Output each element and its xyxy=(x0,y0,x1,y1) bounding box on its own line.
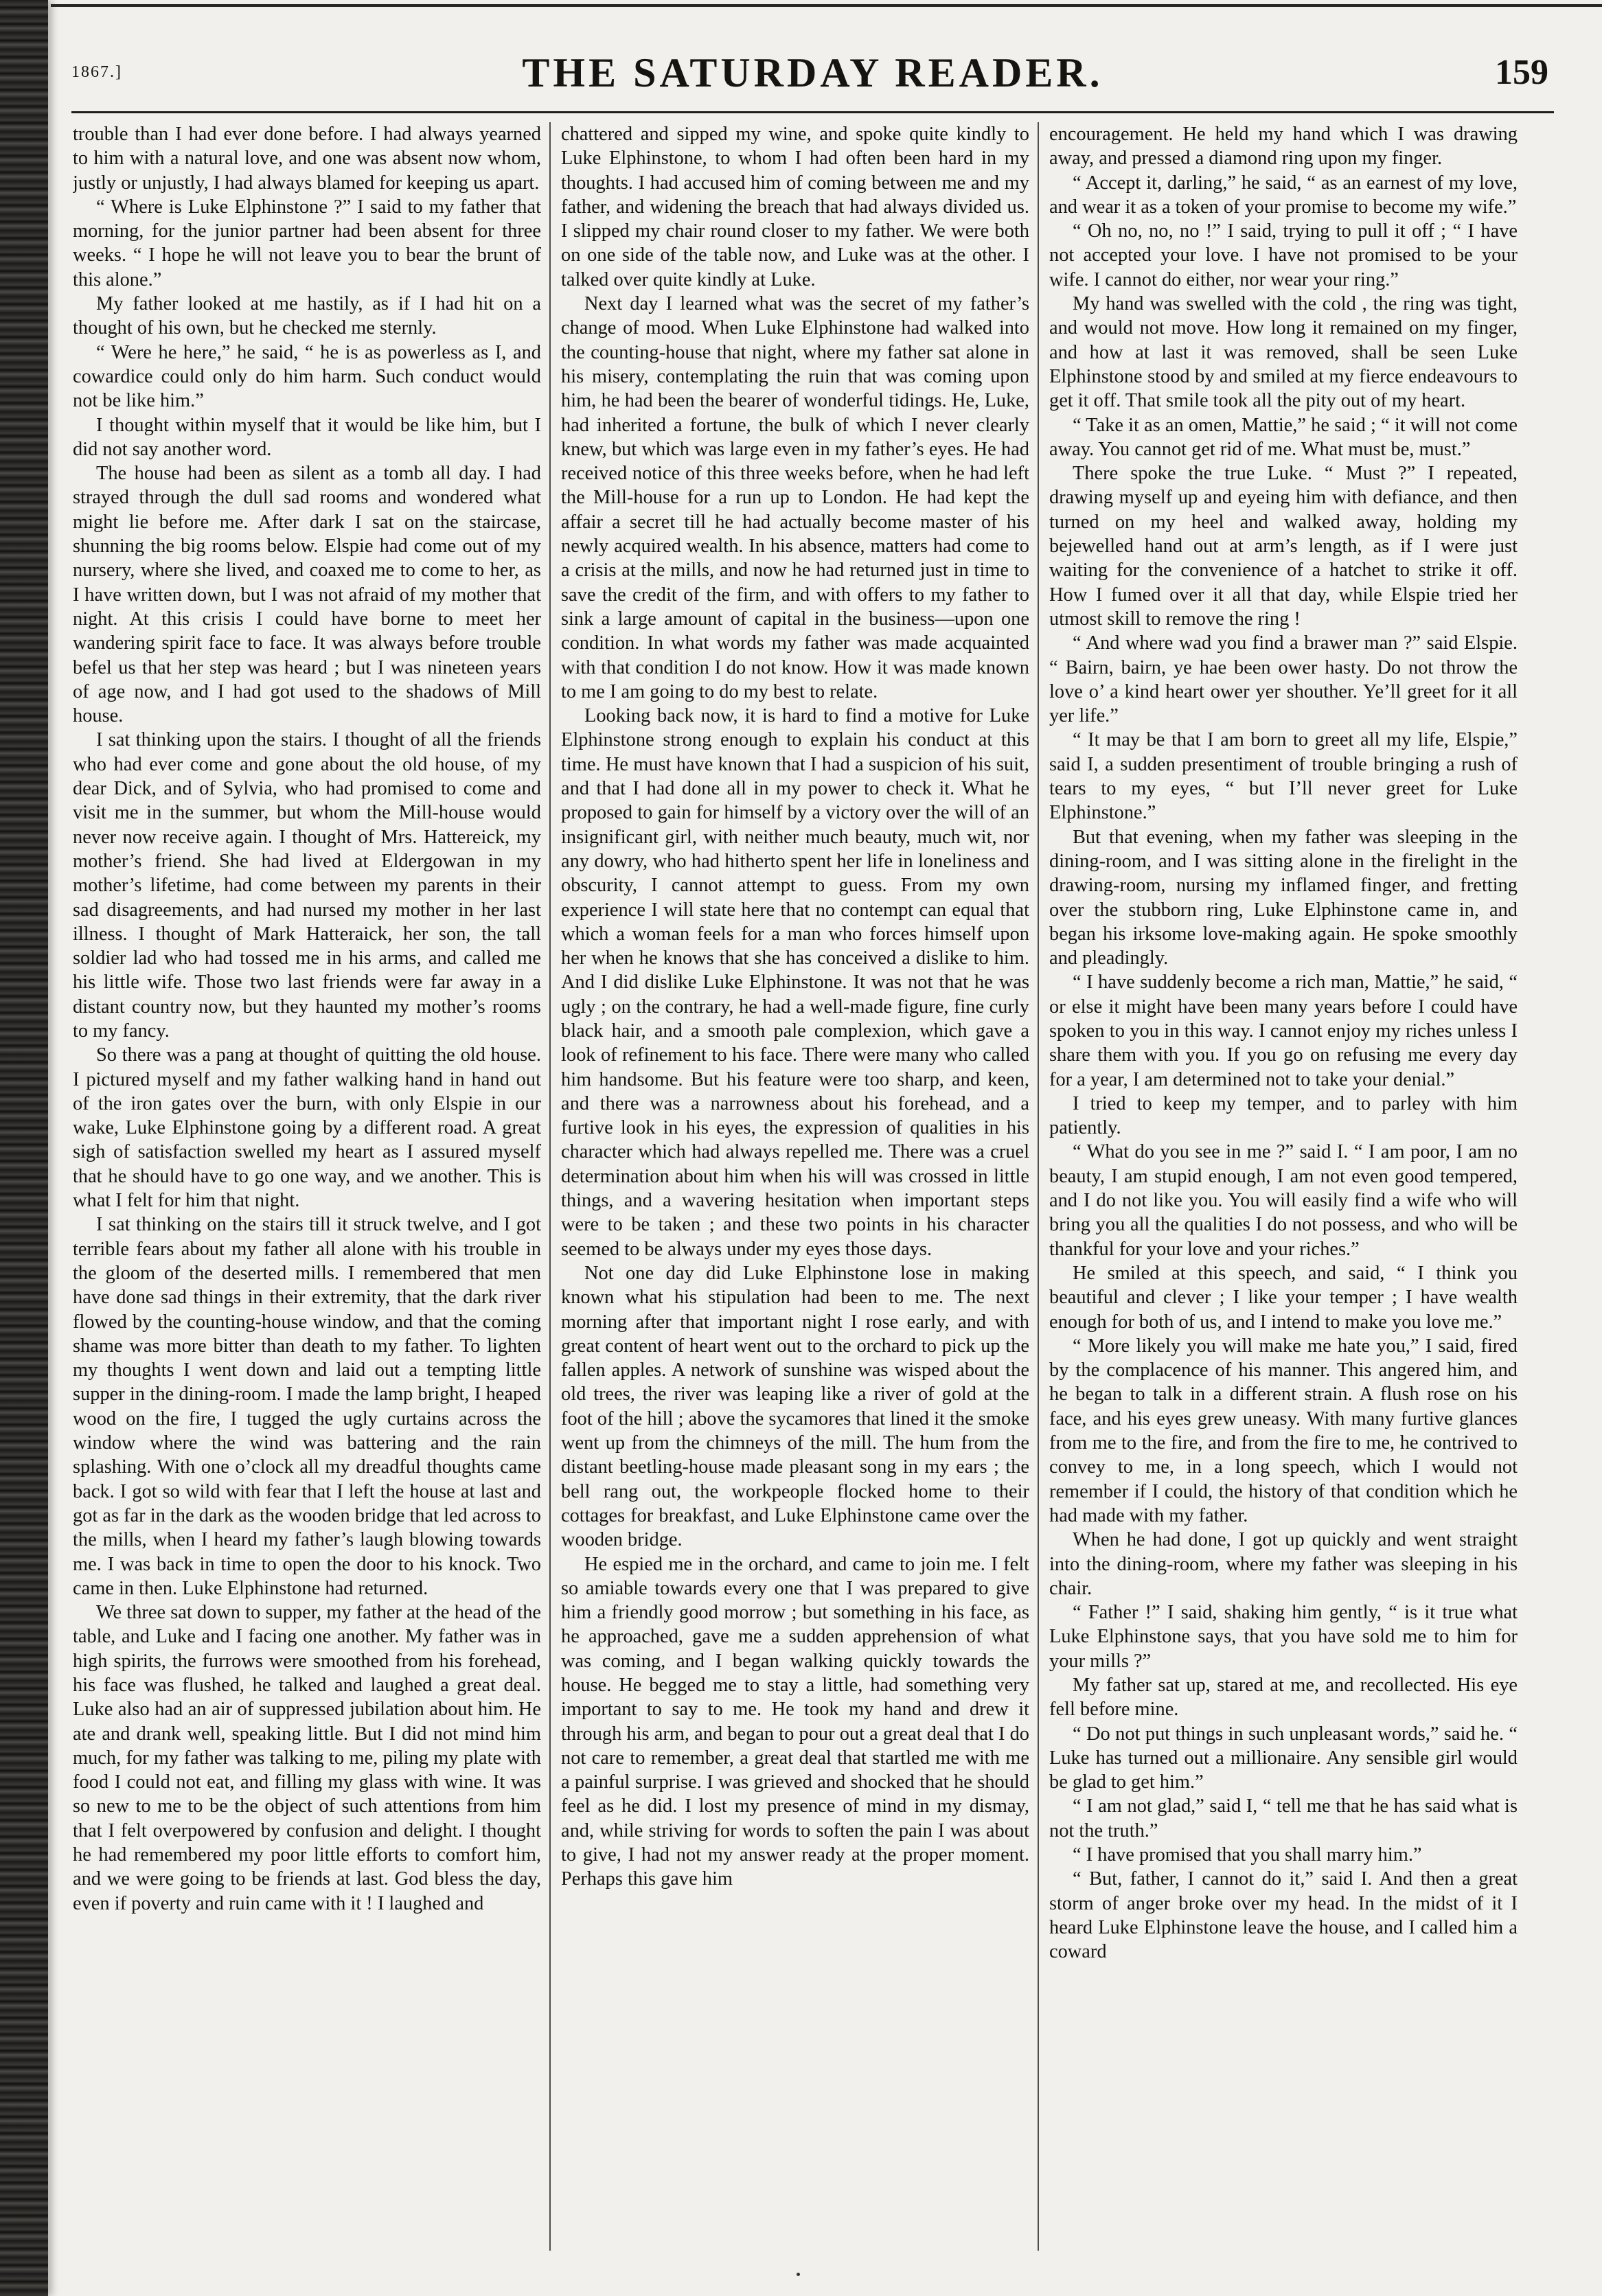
paragraph: I thought within myself that it would be like him, but I did not say another word. xyxy=(73,414,541,460)
paragraph: He smiled at this speech, and said, “ I think you beautiful and clever ; I like your temper ; I have wealth enough for both of us, and I intend to make you love me.” xyxy=(1049,1262,1518,1333)
text-column-3 xyxy=(1049,122,1518,2251)
paragraph: My hand was swelled with the cold , the ring was tight, and would not move. How long it remained on my finger, and how at last it was removed, shall be seen Luke Elphinstone stood by and smiled at my fierce endeavours to get it off. That smile took all the pity out of my heart. xyxy=(1049,293,1518,412)
paragraph: Not one day did Luke Elphinstone lose in making known what his stipulation had been to me. The next morning after that important night I rose early, and with great content of heart went out to the orchard to pick up the fallen apples. A network of sunshine was wisped about the old trees, the river was leaping like a river of gold at the foot of the hill ; above the sycamores that lined it the smoke went up from the chimneys of the mill. The hum from the distant beetling-house made pleasant song in my ears ; the bell rang out, the workpeople flocked home to their cottages for breakfast, and Luke Elphinstone came over the wooden bridge. xyxy=(561,1262,1029,1551)
page-number: 159 xyxy=(1495,53,1548,92)
book-binding-edge xyxy=(0,0,48,2296)
paragraph: There spoke the true Luke. “ Must ?” I repeated, drawing myself up and eyeing him with defiance, and then turned on my heel and walked away, holding my bejewelled hand out at arm’s length, as if I were just waiting for the convenience of a hatchet to strike it off. How I fumed over it all that day, while Elspie tried her utmost skill to remove the ring ! xyxy=(1049,463,1518,630)
paragraph: He espied me in the orchard, and came to join me. I felt so amiable towards every one that I was prepared to give him a friendly good morrow ; but something in his face, as he approached, gave me a sudden apprehension of what was coming, and I began walking quickly towards the house. He begged me to stay a little, had something very important to say to me. He took my hand and drew it through his arm, and began to pour out a great deal that I do not care to remember, a great deal that startled me with me a painful surprise. I was grieved and shocked that he should feel as he did. I lost my presence of mind in my dismay, and, while striving for words to soften the pain I was about to give, I had not my answer ready at the proper moment. Perhaps this gave him xyxy=(561,1553,1029,1890)
paragraph: encouragement. He held my hand which I was drawing away, and pressed a diamond ring upon my finger. xyxy=(1049,124,1518,170)
paragraph: Next day I learned what was the secret of my father’s change of mood. When Luke Elphinstone had walked into the counting-house that night, where my father sat alone in his misery, contemplating the ruin that was coming upon him, he had been the bearer of wonderful tidings. He, Luke, had inherited a fortune, the bulk of which I never clearly knew, but which was large even in my father’s eyes. He had received notice of this three weeks before, when he had left the Mill-house for a run up to London. He had kept the affair a secret till he had actually become master of his newly acquired wealth. In his absence, matters had come to a crisis at the mills, and now he had returned just in time to save the credit of the firm, and with offers to my father to sink a large amount of capital in the business—upon one condition. In what words my father was made acquainted with that condition I do not know. How it was made known to me I am going to do my best to relate. xyxy=(561,293,1029,702)
paragraph: chattered and sipped my wine, and spoke quite kindly to Luke Elphinstone, to whom I had often been hard in my thoughts. I had accused him of coming between me and my father, and widening the breach that had always divided us. I slipped my chair round closer to my father. We were both on one side of the table now, and Luke was at the other. I talked over quite kindly at Luke. xyxy=(561,124,1029,290)
page-header xyxy=(71,41,1554,117)
paragraph: The house had been as silent as a tomb all day. I had strayed through the dull sad rooms and wondered what might lie before me. After dark I sat on the staircase, shunning the big rooms below. Elspie had come out of my nursery, where she lived, and coaxed me to come to her, as I have written down, but I was not afraid of my mother that night. At this crisis I could have borne to meet her wandering spirit face to face. It was always before trouble befel us that her step was heard ; but I was nineteen years of age now, and I had got used to the shadows of Mill house. xyxy=(73,463,541,727)
paragraph: “ Take it as an omen, Mattie,” he said ; “ it will not come away. You cannot get rid of me. What must be, must.” xyxy=(1049,414,1518,460)
header-rule xyxy=(71,111,1554,113)
paragraph: When he had done, I got up quickly and went straight into the dining-room, where my father was sleeping in his chair. xyxy=(1049,1529,1518,1599)
paragraph: “ Where is Luke Elphinstone ?” I said to my father that morning, for the junior partner had been absent for three weeks. “ I hope he will not leave you to bear the brunt of this alone.” xyxy=(73,196,541,290)
paragraph: My father looked at me hastily, as if I had hit on a thought of his own, but he checked me sternly. xyxy=(73,293,541,339)
column-divider xyxy=(549,122,551,2251)
paragraph: “ What do you see in me ?” said I. “ I am poor, I am no beauty, I am stupid enough, I am not even good tempered, and I do not like you. You will easily find a wife who will bring you all the qualities I do not possess, and who will be thankful for your love and your riches.” xyxy=(1049,1141,1518,1260)
column-divider xyxy=(1038,122,1039,2251)
top-border-line xyxy=(51,4,1602,7)
paragraph: But that evening, when my father was sleeping in the dining-room, and I was sitting alone in the firelight in the drawing-room, nursing my inflamed finger, and fretting over the stubborn ring, Luke Elphinstone came in, and began his irksome love-making again. He spoke smoothly and pleadingly. xyxy=(1049,826,1518,969)
paragraph: “ Do not put things in such unpleasant words,” said he. “ Luke has turned out a millionaire. Any sensible girl would be glad to get him.” xyxy=(1049,1723,1518,1793)
text-column-1 xyxy=(73,122,541,2251)
paragraph: “ I am not glad,” said I, “ tell me that he has said what is not the truth.” xyxy=(1049,1795,1518,1841)
paragraph: trouble than I had ever done before. I had always yearned to him with a natural love, and one was absent now whom, justly or unjustly, I had always blamed for keeping us apart. xyxy=(73,124,541,194)
paragraph: “ I have promised that you shall marry him.” xyxy=(1073,1844,1422,1866)
paragraph: “ Oh no, no, no !” I said, trying to pull it off ; “ I have not accepted your love. I have not promised to be your wife. I cannot do either, nor wear your ring.” xyxy=(1049,220,1518,290)
issue-date: 1867.] xyxy=(71,63,122,81)
paragraph: “ I have suddenly become a rich man, Mattie,” he said, “ or else it might have been many years before I could have spoken to you in this way. I cannot enjoy my riches unless I share them with you. If you go on refusing me every day for a year, I am determined not to take your denial.” xyxy=(1049,972,1518,1090)
paragraph: So there was a pang at thought of quitting the old house. I pictured myself and my father walking hand in hand out of the iron gates over the burn, with only Elspie in our wake, Luke Elphinstone going by a different road. A great sigh of satisfaction swelled my heart as I assured myself that he should have to go one way, and we another. This is what I felt for him that night. xyxy=(73,1044,541,1212)
text-column-2 xyxy=(561,122,1029,2251)
paragraph: I sat thinking upon the stairs. I thought of all the friends who had ever come and gone about the old house, of my dear Dick, and of Sylvia, who had promised to come and visit me in the summer, but whom the Mill-house would never now receive again. I thought of Mrs. Hattereick, my mother’s friend. She had lived at Eldergowan in my mother’s lifetime, had come between my parents in their sad disagreements, and had nursed my mother in her last illness. I thought of Mark Hatteraick, her son, the tall soldier lad who had tossed me in his arms, and called me his little wife. Those two last friends were far away in a distant country now, but they haunted my mother’s rooms to my fancy. xyxy=(73,729,541,1042)
paragraph: I sat thinking on the stairs till it struck twelve, and I got terrible fears about my father all alone with his trouble in the gloom of the deserted mills. I remembered that men have done sad things in their extremity, that the dark river flowed by the counting-house window, and that the coming shame was more bitter than death to my father. To lighten my thoughts I went down and laid out a tempting little supper in the dining-room. I made the lamp bright, I heaped wood on the fire, I tugged the ugly curtains across the window where the wind was battering and the rain splashing. With one o’clock all my dreadful thoughts came back. I got so wild with fear that I left the house at last and got as far in the dark as the wooden bridge that led across to the mills, when I heard my father’s laugh blowing towards me. I was back in time to open the door to his knock. Two came in then. Luke Elphinstone had returned. xyxy=(73,1214,541,1599)
paragraph: “ Accept it, darling,” he said, “ as an earnest of my love, and wear it as a token of your promise to become my wife.” xyxy=(1049,172,1518,218)
paragraph: “ It may be that I am born to greet all my life, Elspie,” said I, a sudden presentiment of trouble bringing a rush of tears to my eyes, “ but I’ll never greet for Luke Elphinstone.” xyxy=(1049,729,1518,824)
footer-mark xyxy=(797,2273,800,2276)
paragraph: “ And where wad you find a brawer man ?” said Elspie. “ Bairn, bairn, ye hae been ower hasty. Do not throw the love o’ a kind heart ower yer shouther. Ye’ll greet for it all yer life.” xyxy=(1049,632,1518,727)
paragraph: “ Father !” I said, shaking him gently, “ is it true what Luke Elphinstone says, that you have sold me to him for your mills ?” xyxy=(1049,1602,1518,1672)
paragraph: I tried to keep my temper, and to parley with him patiently. xyxy=(1049,1092,1518,1139)
paragraph: “ Were he here,” he said, “ he is as powerless as I, and cowardice could only do him harm. Such conduct would not be like him.” xyxy=(73,341,541,412)
paragraph: We three sat down to supper, my father at the head of the table, and Luke and I facing one another. My father was in high spirits, the furrows were smoothed from his forehead, his face was flushed, he talked and laughed a great deal. Luke also had an air of suppressed jubilation about him. He ate and drank well, speaking little. But I did not mind him much, for my father was talking to me, piling my plate with food I could not eat, and filling my glass with wine. It was so new to me to be the object of such attentions from him that I felt overpowered by confusion and delight. I thought he had remembered my poor little efforts to comfort him, and we were going to be friends at last. God bless the day, even if poverty and ruin came with it ! I laughed and xyxy=(73,1602,541,1914)
paragraph: Looking back now, it is hard to find a motive for Luke Elphinstone strong enough to explain his conduct at this time. He must have known that I had a suspicion of his suit, and that I had done all in my power to check it. What he proposed to gain for himself by a victory over the will of an insignificant girl, with neither much beauty, much wit, nor any dowry, who had hitherto spent her life in loneliness and obscurity, I cannot attempt to guess. From my own experience I will state here that no contempt can equal that which a woman feels for a man who forces himself upon her when he knows that she has conceived a dislike to him. And I did dislike Luke Elphinstone. It was not that he was ugly ; on the contrary, he had a well-made figure, fine curly black hair, and a smooth pale complexion, which gave a look of refinement to his face. There were many who called him handsome. But his feature were too sharp, and keen, and there was a narrowness about his forehead, and a furtive look in his eyes, the expression of qualities in his character which had always repelled me. There was a cruel determination about him when his will was crossed in little things, and a wavering hesitation when important steps were to be taken ; and these two points in his character seemed to be always under my eyes those days. xyxy=(561,705,1029,1260)
paragraph: My father sat up, stared at me, and recollected. His eye fell before mine. xyxy=(1049,1675,1518,1721)
publication-title: THE SATURDAY READER. xyxy=(522,50,1103,95)
paragraph: “ More likely you will make me hate you,” I said, fired by the complacence of his manner. This angered him, and he began to talk in a different strain. A flush rose on his face, and his eyes grew uneasy. With many furtive glances from me to the fire, and from the fire to me, he contrived to convey to me, in a long speech, which I would not remember if I could, the history of that condition which he had made with my father. xyxy=(1049,1335,1518,1526)
paragraph: “ But, father, I cannot do it,” said I. And then a great storm of anger broke over my head. In the midst of it I heard Luke Elphinstone leave the house, and I called him a coward xyxy=(1049,1868,1518,1963)
